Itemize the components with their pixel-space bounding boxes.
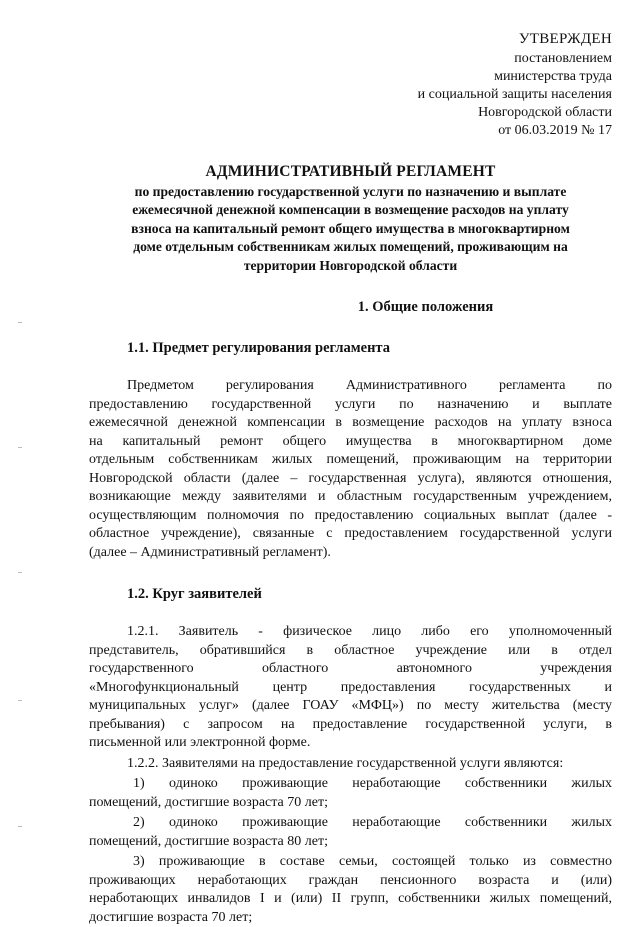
text-line: 3) проживающие в составе семьи, состоящей только из совместно <box>133 854 612 870</box>
title-line: территории Новгородской области <box>243 257 458 273</box>
text-line: письменной или электронной форме. <box>89 735 311 751</box>
scan-margin-mark <box>18 700 22 701</box>
text-line: областное учреждение), связанные с предоставлением государственной услуги <box>89 526 612 542</box>
scan-margin-mark <box>18 826 22 827</box>
approval-stamp <box>352 30 612 140</box>
title-line: по предоставлению государственной услуги по назначению и выплате <box>134 184 567 199</box>
title-main: АДМИНИСТРАТИВНЫЙ РЕГЛАМЕНТ <box>205 163 496 180</box>
title-line: ежемесячной денежной компенсации в возмещение расходов на уплату <box>132 202 569 218</box>
text-line: Предметом регулирования Административного регламента по <box>127 378 612 394</box>
list-item-3 <box>89 853 612 927</box>
paragraph-subject <box>89 377 612 562</box>
section-heading: 1. Общие положения <box>357 299 494 316</box>
text-line: «Многофункциональный центр предоставления государственных и <box>89 679 612 695</box>
subsection-heading: 1.1. Предмет регулирования регламента <box>127 340 390 357</box>
approval-line: Новгородской области <box>478 105 612 120</box>
text-line: помещений, достигшие возраста 70 лет; <box>89 794 328 810</box>
text-line: проживающих неработающих граждан пенсионного возраста и (или) <box>89 872 612 888</box>
text-line: помещений, достигшие возраста 80 лет; <box>89 833 328 849</box>
text-line: отдельным собственникам жилых помещений, проживающим на территории <box>89 452 612 468</box>
paragraph-1-2-2 <box>89 755 612 774</box>
subsection-heading: 1.2. Круг заявителей <box>127 586 262 603</box>
scan-margin-mark <box>18 322 22 323</box>
approval-line: постановлением <box>514 51 612 66</box>
paragraph-1-2-1 <box>89 623 612 753</box>
list-item-2 <box>89 814 612 851</box>
text-line: ежемесячной денежной компенсации в возмещение расходов на уплату взноса <box>89 415 612 431</box>
text-line: 1.2.2. Заявителями на предоставление государственной услуги являются: <box>127 755 564 771</box>
title-subtitle <box>96 183 606 275</box>
text-line: предоставлению государственной услуги по назначению и выплате <box>89 396 612 412</box>
text-line: 1.2.1. Заявитель - физическое лицо либо его уполномоченный <box>127 624 612 640</box>
text-line: Новгородской области (далее – государственная услуга), являются отношения, <box>89 470 612 486</box>
approval-line: и социальной защиты населения <box>417 87 612 102</box>
text-line: 1) одиноко проживающие неработающие собственники жилых <box>133 776 612 792</box>
text-line: на капитальный ремонт общего имущества в многоквартирном доме <box>89 433 612 449</box>
title-line: взноса на капитальный ремонт общего имущества в многоквартирном <box>131 220 570 236</box>
list-item-1 <box>89 775 612 812</box>
text-line: представитель, обратившийся в областное учреждение или в отдел <box>89 642 612 658</box>
text-line: неработающих инвалидов I и (или) II групп, собственники жилых помещений, <box>89 891 612 907</box>
text-line: пребывания) с запросом на предоставление государственной услуги, в <box>89 716 612 732</box>
title-line: доме отдельным собственникам жилых помещений, проживающим на <box>133 239 568 255</box>
text-line: осуществляющим полномочия по предоставлению социальных выплат (далее - <box>89 507 612 523</box>
approval-line: министерства труда <box>494 69 612 84</box>
document-title <box>89 162 612 275</box>
text-line: (далее – Административный регламент). <box>89 544 331 560</box>
text-line: возникающие между заявителями и областным государственным учреждением, <box>89 489 612 505</box>
text-line: государственного областного автономного учреждения <box>89 661 612 677</box>
approval-line: УТВЕРЖДЕН <box>518 31 612 47</box>
text-line: муниципальных услуг» (далее ГОАУ «МФЦ») по месту жительства (месту <box>89 698 612 714</box>
approval-line: от 06.03.2019 № 17 <box>498 123 612 138</box>
scan-margin-mark <box>18 572 22 573</box>
text-line: 2) одиноко проживающие неработающие собственники жилых <box>133 815 612 831</box>
scan-margin-mark <box>18 447 22 448</box>
text-line: достигшие возраста 70 лет; <box>89 909 253 925</box>
